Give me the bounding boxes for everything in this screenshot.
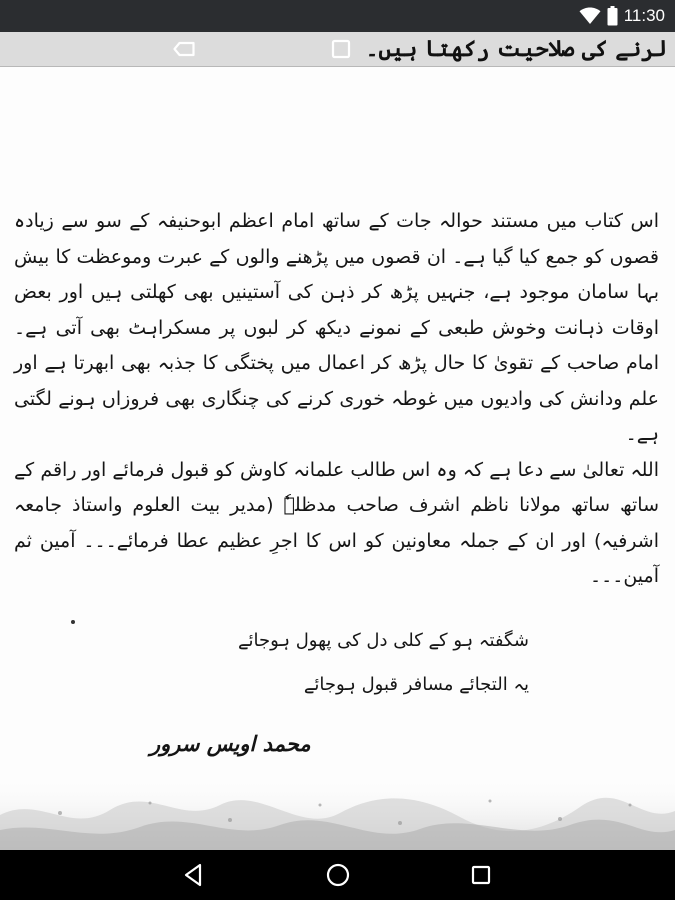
nav-back-button[interactable]	[181, 862, 207, 888]
home-circle-icon	[325, 862, 351, 888]
ink-dot	[71, 620, 75, 624]
status-icons	[579, 5, 665, 27]
floral-border-decoration	[0, 775, 675, 850]
recents-square-icon	[468, 862, 494, 888]
battery-icon	[607, 6, 618, 26]
paragraph-intro: اس کتاب میں مستند حوالہ جات کے ساتھ امام اعظم ابوحنیفہ کے سو سے زیادہ قصوں کو جمع کیا گیا ہے۔ ان قصوں میں پڑھنے والوں کے عبرت وموعظت کا بیش بہا سامان موجود ہے، جنہیں پڑھ کر ذہن کی آستینیں بھی کھلتی ہیں اور بعض اوقات ذہانت وخوش طبعی کے نمونے دیکھ کر لبوں پر مسکراہٹ بھی آتی ہے۔ امام صاحب کے تقویٰ کا حال پڑھ کر اعمال میں پختگی کا جذبہ بھی ابھرتا ہے اور علم ودانش کی وادیوں میں غوطہ خوری کرنے کی چنگاری بھی فروزاں ہونے لگتی ہے۔	[14, 210, 659, 445]
author-signature: محمد اویس سرور	[150, 731, 311, 756]
page-header-text: لرنے کی صلاحیت رکھتا ہیں۔	[365, 36, 667, 62]
page-square-button[interactable]	[329, 37, 353, 61]
poem-line-1: شگفتہ ہو کے کلی دل کی پھول ہوجائے	[237, 630, 529, 651]
status-time: 11:30	[623, 6, 665, 25]
paragraph-dua: اللہ تعالیٰ سے دعا ہے کہ وہ اس طالب علمانہ کاوش کو قبول فرمائے اور راقم کے ساتھ ساتھ مولانا ناظم اشرف صاحب مدظلہٗ (مدیر بیت العلوم واستاذ جامعہ اشرفیہ) اور ان کے جملہ معاونین کو اس کا اجرِ عظیم عطا فرمائے۔۔۔ آمین ثم آمین۔۔۔	[14, 458, 659, 587]
book-text	[14, 204, 659, 595]
back-icon	[172, 37, 196, 61]
status-bar	[0, 0, 675, 32]
poem-line-2: یہ التجائے مسافر قبول ہوجائے	[303, 674, 529, 695]
reader-toolbar	[0, 32, 675, 67]
back-button[interactable]	[172, 37, 196, 61]
square-icon	[329, 37, 353, 61]
wifi-icon	[579, 7, 601, 25]
nav-home-button[interactable]	[325, 862, 351, 888]
back-triangle-icon	[181, 862, 207, 888]
system-navigation-bar	[0, 850, 675, 900]
nav-recents-button[interactable]	[468, 862, 494, 888]
book-page	[0, 67, 675, 850]
